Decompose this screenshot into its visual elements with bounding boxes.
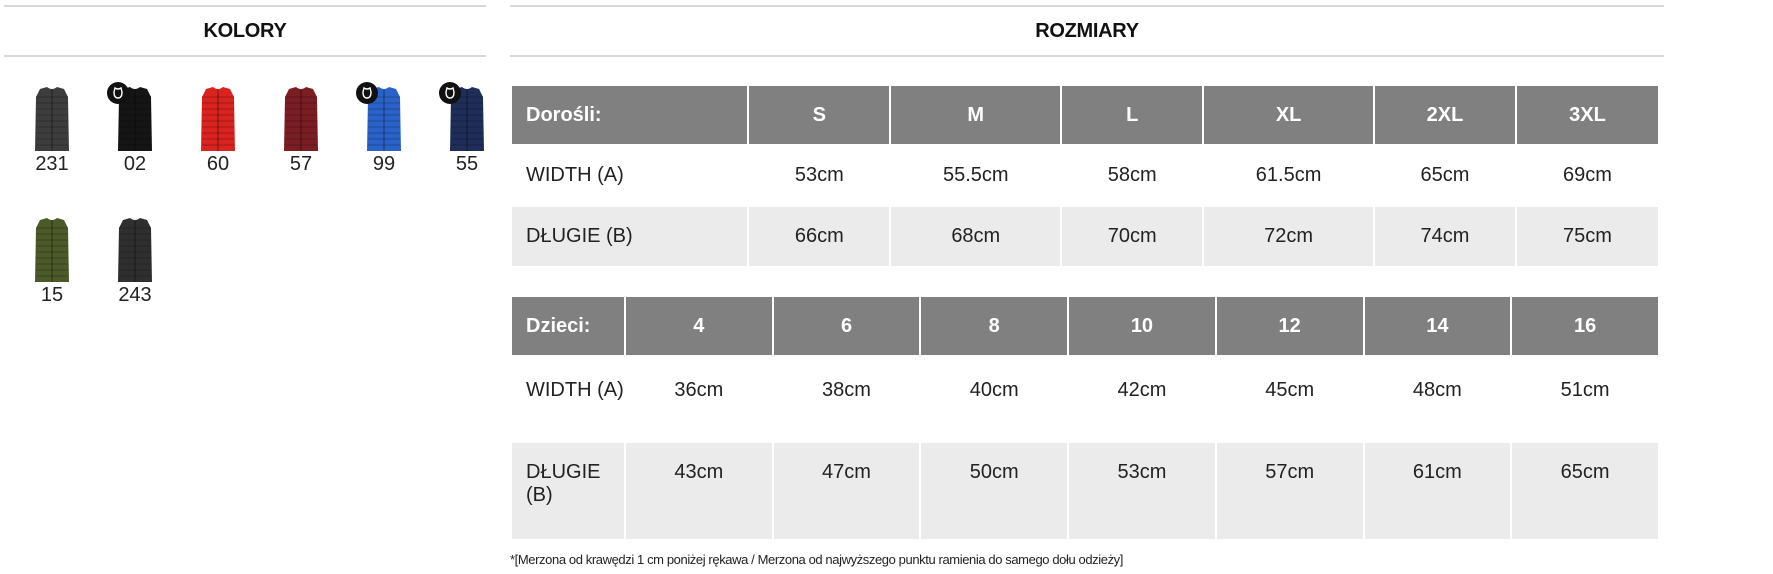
measurement-cell: 38cm xyxy=(774,357,920,441)
color-code-label: 02 xyxy=(123,153,147,175)
color-code-label: 99 xyxy=(372,153,396,175)
size-header-cell: 16 xyxy=(1512,297,1658,355)
color-code-label: 55 xyxy=(455,153,479,175)
measurement-cell: 65cm xyxy=(1512,443,1658,539)
row-label: WIDTH (A) xyxy=(512,357,624,441)
color-swatch[interactable] xyxy=(22,216,82,326)
measurement-cell: 47cm xyxy=(774,443,920,539)
vest-icon xyxy=(281,85,321,153)
color-code-label: 57 xyxy=(289,153,313,175)
measurement-cell: 40cm xyxy=(921,357,1067,441)
size-header-cell: 14 xyxy=(1365,297,1511,355)
size-header-cell: 10 xyxy=(1069,297,1215,355)
measurement-footnote: *[Merzona od krawędzi 1 cm poniżej rękawa / Merzona od najwyższego punktu ramienia do samego dołu odzieży] xyxy=(510,552,1123,567)
measurement-cell: 74cm xyxy=(1375,207,1515,266)
size-header-cell: 4 xyxy=(626,297,772,355)
size-header-cell: S xyxy=(749,86,889,144)
size-header-cell: 8 xyxy=(921,297,1067,355)
female-fit-icon xyxy=(356,82,378,104)
measurement-cell: 42cm xyxy=(1069,357,1215,441)
measurement-cell: 72cm xyxy=(1204,207,1373,266)
size-header-cell: 6 xyxy=(774,297,920,355)
color-swatch[interactable] xyxy=(22,85,82,195)
measurement-cell: 50cm xyxy=(921,443,1067,539)
color-swatch[interactable] xyxy=(437,85,497,195)
color-swatch[interactable] xyxy=(105,216,165,326)
adult-size-table xyxy=(510,84,1660,268)
color-swatch[interactable] xyxy=(105,85,165,195)
measurement-cell: 43cm xyxy=(626,443,772,539)
color-swatch[interactable] xyxy=(188,85,248,195)
color-code-label: 231 xyxy=(35,153,69,175)
measurement-cell: 61cm xyxy=(1365,443,1511,539)
table-header-row xyxy=(512,86,1658,144)
measurement-cell: 68cm xyxy=(891,207,1060,266)
sizes-section-title: ROZMIARY xyxy=(510,5,1664,57)
colors-section-title: KOLORY xyxy=(4,5,486,57)
vest-icon xyxy=(32,85,72,153)
size-header-cell: XL xyxy=(1204,86,1373,144)
color-code-label: 60 xyxy=(206,153,230,175)
measurement-cell: 61.5cm xyxy=(1204,146,1373,205)
table-row xyxy=(512,357,1658,441)
size-header-cell: 2XL xyxy=(1375,86,1515,144)
measurement-cell: 65cm xyxy=(1375,146,1515,205)
vest-icon xyxy=(115,216,155,284)
vest-icon xyxy=(32,216,72,284)
size-header-cell: L xyxy=(1062,86,1202,144)
measurement-cell: 57cm xyxy=(1217,443,1363,539)
table-header-label: Dzieci: xyxy=(512,297,624,355)
colors-panel xyxy=(4,5,486,337)
table-row xyxy=(512,146,1658,205)
female-fit-icon xyxy=(107,82,129,104)
female-fit-icon xyxy=(439,82,461,104)
table-header-label: Dorośli: xyxy=(512,86,747,144)
measurement-cell: 51cm xyxy=(1512,357,1658,441)
kids-size-table xyxy=(510,295,1660,541)
color-swatch[interactable] xyxy=(271,85,331,195)
color-swatch-grid xyxy=(4,57,486,337)
table-header-row xyxy=(512,297,1658,355)
row-label: DŁUGIE (B) xyxy=(512,443,624,539)
measurement-cell: 69cm xyxy=(1517,146,1658,205)
measurement-cell: 53cm xyxy=(1069,443,1215,539)
measurement-cell: 55.5cm xyxy=(891,146,1060,205)
size-header-cell: M xyxy=(891,86,1060,144)
measurement-cell: 36cm xyxy=(626,357,772,441)
vest-icon xyxy=(198,85,238,153)
row-label: DŁUGIE (B) xyxy=(512,207,747,266)
table-row xyxy=(512,443,1658,539)
measurement-cell: 53cm xyxy=(749,146,889,205)
measurement-cell: 70cm xyxy=(1062,207,1202,266)
color-code-label: 15 xyxy=(40,284,64,306)
measurement-cell: 45cm xyxy=(1217,357,1363,441)
measurement-cell: 75cm xyxy=(1517,207,1658,266)
sizes-panel xyxy=(510,5,1664,567)
table-row xyxy=(512,207,1658,266)
measurement-cell: 66cm xyxy=(749,207,889,266)
size-header-cell: 3XL xyxy=(1517,86,1658,144)
measurement-cell: 48cm xyxy=(1365,357,1511,441)
measurement-cell: 58cm xyxy=(1062,146,1202,205)
color-swatch[interactable] xyxy=(354,85,414,195)
row-label: WIDTH (A) xyxy=(512,146,747,205)
size-header-cell: 12 xyxy=(1217,297,1363,355)
color-code-label: 243 xyxy=(118,284,152,306)
